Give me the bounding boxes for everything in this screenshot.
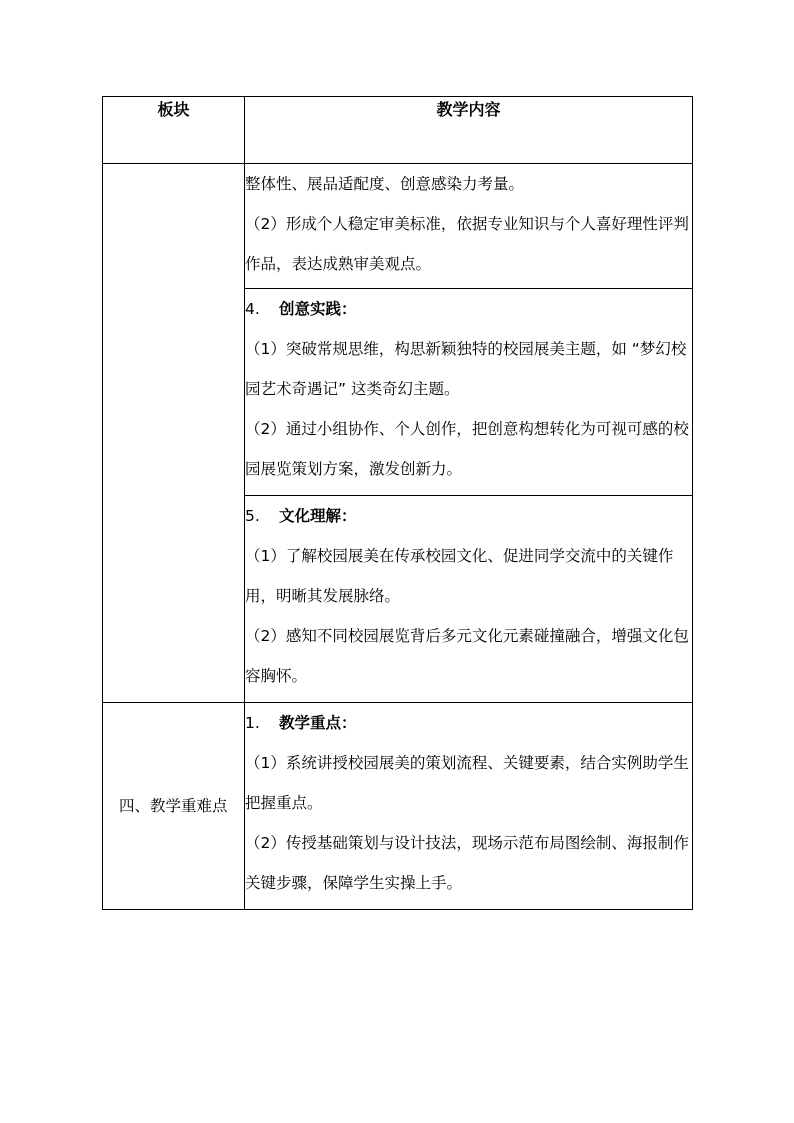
list-item: （2）感知不同校园展览背后多元文化元素碰撞融合，增强文化包容胸怀。 xyxy=(245,627,689,685)
table-header-row xyxy=(103,97,693,164)
list-item: （2）通过小组协作、个人创作，把创意构想转化为可视可感的校园展览策划方案，激发创新力。 xyxy=(245,420,689,478)
continuation-line: 整体性、展品适配度、创意感染力考量。 xyxy=(245,175,525,193)
lesson-plan-table xyxy=(102,96,693,910)
header-section: 板块 xyxy=(103,97,245,164)
list-item: （1）了解校园展美在传承校园文化、促进同学交流中的关键作用，明晰其发展脉络。 xyxy=(245,547,674,605)
cultural-understanding-cell xyxy=(245,496,693,703)
list-item: （2）传授基础策划与设计技法，现场示范布局图绘制、海报制作关键步骤，保障学生实操上手。 xyxy=(245,834,689,892)
section-title: 创意实践： xyxy=(279,300,357,318)
continuation-line: （2）形成个人稳定审美标准，依据专业知识与个人喜好理性评判作品，表达成熟审美观点。 xyxy=(245,215,689,273)
table-row xyxy=(103,703,693,910)
creative-practice-cell xyxy=(245,289,693,496)
section-title: 文化理解： xyxy=(279,507,357,525)
section-title: 教学重点： xyxy=(279,714,357,732)
header-content: 教学内容 xyxy=(245,97,693,164)
section-heading xyxy=(245,289,692,329)
section-heading xyxy=(245,703,692,743)
section-number: 5. xyxy=(245,507,260,525)
list-item: （1）系统讲授校园展美的策划流程、关键要素，结合实例助学生把握重点。 xyxy=(245,754,689,812)
list-item: （1）突破常规思维，构思新颖独特的校园展美主题，如 “梦幻校园艺术奇遇记” 这类奇幻主题。 xyxy=(245,340,687,398)
section-label-cell-empty xyxy=(103,164,245,703)
section-label-cell: 四、教学重难点 xyxy=(103,703,245,910)
table-row xyxy=(103,164,693,289)
continuation-cell xyxy=(245,164,693,289)
section-number: 1. xyxy=(245,714,260,732)
section-number: 4. xyxy=(245,300,260,318)
teaching-focus-cell xyxy=(245,703,693,910)
section-heading xyxy=(245,496,692,536)
